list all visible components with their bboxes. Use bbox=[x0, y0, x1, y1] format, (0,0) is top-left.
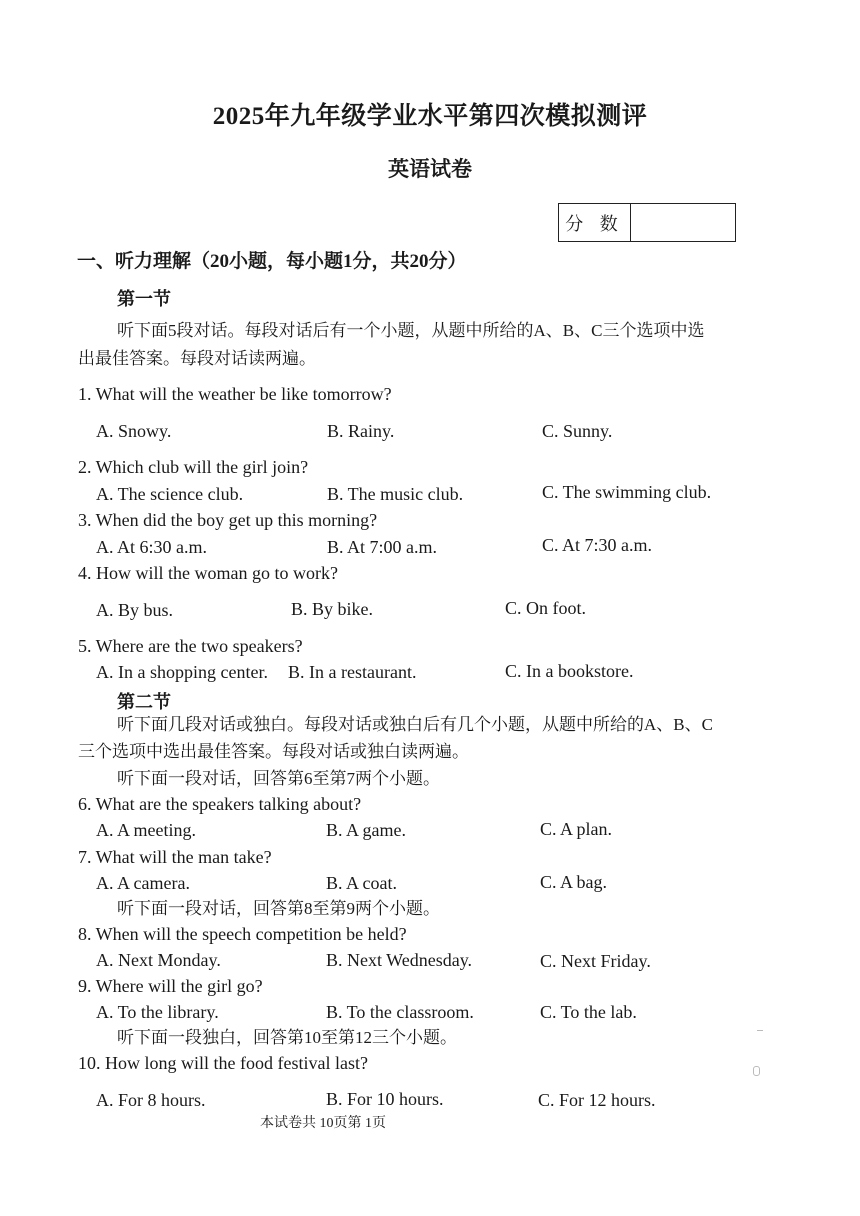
question-9-option-c: C. To the lab. bbox=[540, 1002, 637, 1022]
question-7-option-a: A. A camera. bbox=[96, 873, 190, 893]
question-5-option-c: C. In a bookstore. bbox=[505, 661, 634, 681]
question-9: 9. Where will the girl go? bbox=[78, 976, 263, 996]
question-2-option-c: C. The swimming club. bbox=[542, 482, 712, 502]
sub-instruction-6-7: 听下面一段对话，回答第6至第7两个小题。 bbox=[117, 769, 440, 788]
question-4-option-b: B. By bike. bbox=[291, 599, 374, 619]
question-4-option-a: A. By bus. bbox=[96, 600, 174, 620]
exam-subtitle: 英语试卷 bbox=[388, 157, 472, 181]
question-1: 1. What will the weather be like tomorrow? bbox=[78, 384, 392, 404]
question-10-option-b: B. For 10 hours. bbox=[326, 1089, 444, 1109]
page-footer: 本试卷共 10页第 1页 bbox=[260, 1116, 386, 1131]
section-heading: 一、听力理解（20小题，每小题1分，共20分） bbox=[77, 251, 467, 272]
question-10: 10. How long will the food festival last? bbox=[78, 1053, 368, 1073]
question-2-option-b: B. The music club. bbox=[327, 484, 464, 504]
scan-speck bbox=[757, 1030, 763, 1031]
question-5-option-a: A. In a shopping center. bbox=[96, 662, 268, 682]
part1-instruction-line2: 出最佳答案。每段对话读两遍。 bbox=[78, 349, 316, 368]
question-9-option-b: B. To the classroom. bbox=[326, 1002, 474, 1022]
question-6: 6. What are the speakers talking about? bbox=[78, 794, 362, 814]
part1-heading: 第一节 bbox=[117, 289, 171, 309]
question-3-option-a: A. At 6:30 a.m. bbox=[96, 537, 207, 557]
exam-title: 2025年九年级学业水平第四次模拟测评 bbox=[212, 103, 648, 130]
sub-instruction-10-12: 听下面一段独白，回答第10至第12三个小题。 bbox=[117, 1028, 457, 1047]
question-2-option-a: A. The science club. bbox=[96, 484, 244, 504]
question-10-option-c: C. For 12 hours. bbox=[538, 1090, 656, 1110]
question-10-option-a: A. For 8 hours. bbox=[96, 1090, 206, 1110]
question-8-option-a: A. Next Monday. bbox=[96, 950, 221, 970]
question-4: 4. How will the woman go to work? bbox=[78, 563, 338, 583]
question-8-option-c: C. Next Friday. bbox=[540, 951, 651, 971]
question-6-option-c: C. A plan. bbox=[540, 819, 613, 839]
question-8: 8. When will the speech competition be held? bbox=[78, 924, 407, 944]
score-label: 分 数 bbox=[559, 204, 631, 241]
question-1-option-b: B. Rainy. bbox=[327, 421, 395, 441]
question-3-option-b: B. At 7:00 a.m. bbox=[327, 537, 438, 557]
question-5: 5. Where are the two speakers? bbox=[78, 636, 303, 656]
part2-instruction-line1: 听下面几段对话或独白。每段对话或独白后有几个小题，从题中所给的A、B、C bbox=[117, 715, 713, 734]
question-3-option-c: C. At 7:30 a.m. bbox=[542, 535, 653, 555]
question-7-option-b: B. A coat. bbox=[326, 873, 397, 893]
question-6-option-a: A. A meeting. bbox=[96, 820, 196, 840]
question-7-option-c: C. A bag. bbox=[540, 872, 608, 892]
question-6-option-b: B. A game. bbox=[326, 820, 406, 840]
part2-instruction-line2: 三个选项中选出最佳答案。每段对话或独白读两遍。 bbox=[78, 742, 469, 761]
question-5-option-b: B. In a restaurant. bbox=[288, 662, 417, 682]
score-blank-cell bbox=[631, 204, 735, 241]
question-2: 2. Which club will the girl join? bbox=[78, 457, 309, 477]
scan-speck bbox=[753, 1066, 760, 1076]
sub-instruction-8-9: 听下面一段对话，回答第8至第9两个小题。 bbox=[117, 899, 440, 918]
question-1-option-c: C. Sunny. bbox=[542, 421, 613, 441]
question-7: 7. What will the man take? bbox=[78, 847, 272, 867]
part2-heading: 第二节 bbox=[117, 692, 171, 712]
question-3: 3. When did the boy get up this morning? bbox=[78, 510, 378, 530]
question-4-option-c: C. On foot. bbox=[505, 598, 586, 618]
score-box bbox=[558, 203, 736, 242]
question-8-option-b: B. Next Wednesday. bbox=[326, 950, 473, 970]
question-9-option-a: A. To the library. bbox=[96, 1002, 219, 1022]
question-1-option-a: A. Snowy. bbox=[96, 421, 172, 441]
part1-instruction-line1: 听下面5段对话。每段对话后有一个小题，从题中所给的A、B、C三个选项中选 bbox=[117, 321, 705, 340]
